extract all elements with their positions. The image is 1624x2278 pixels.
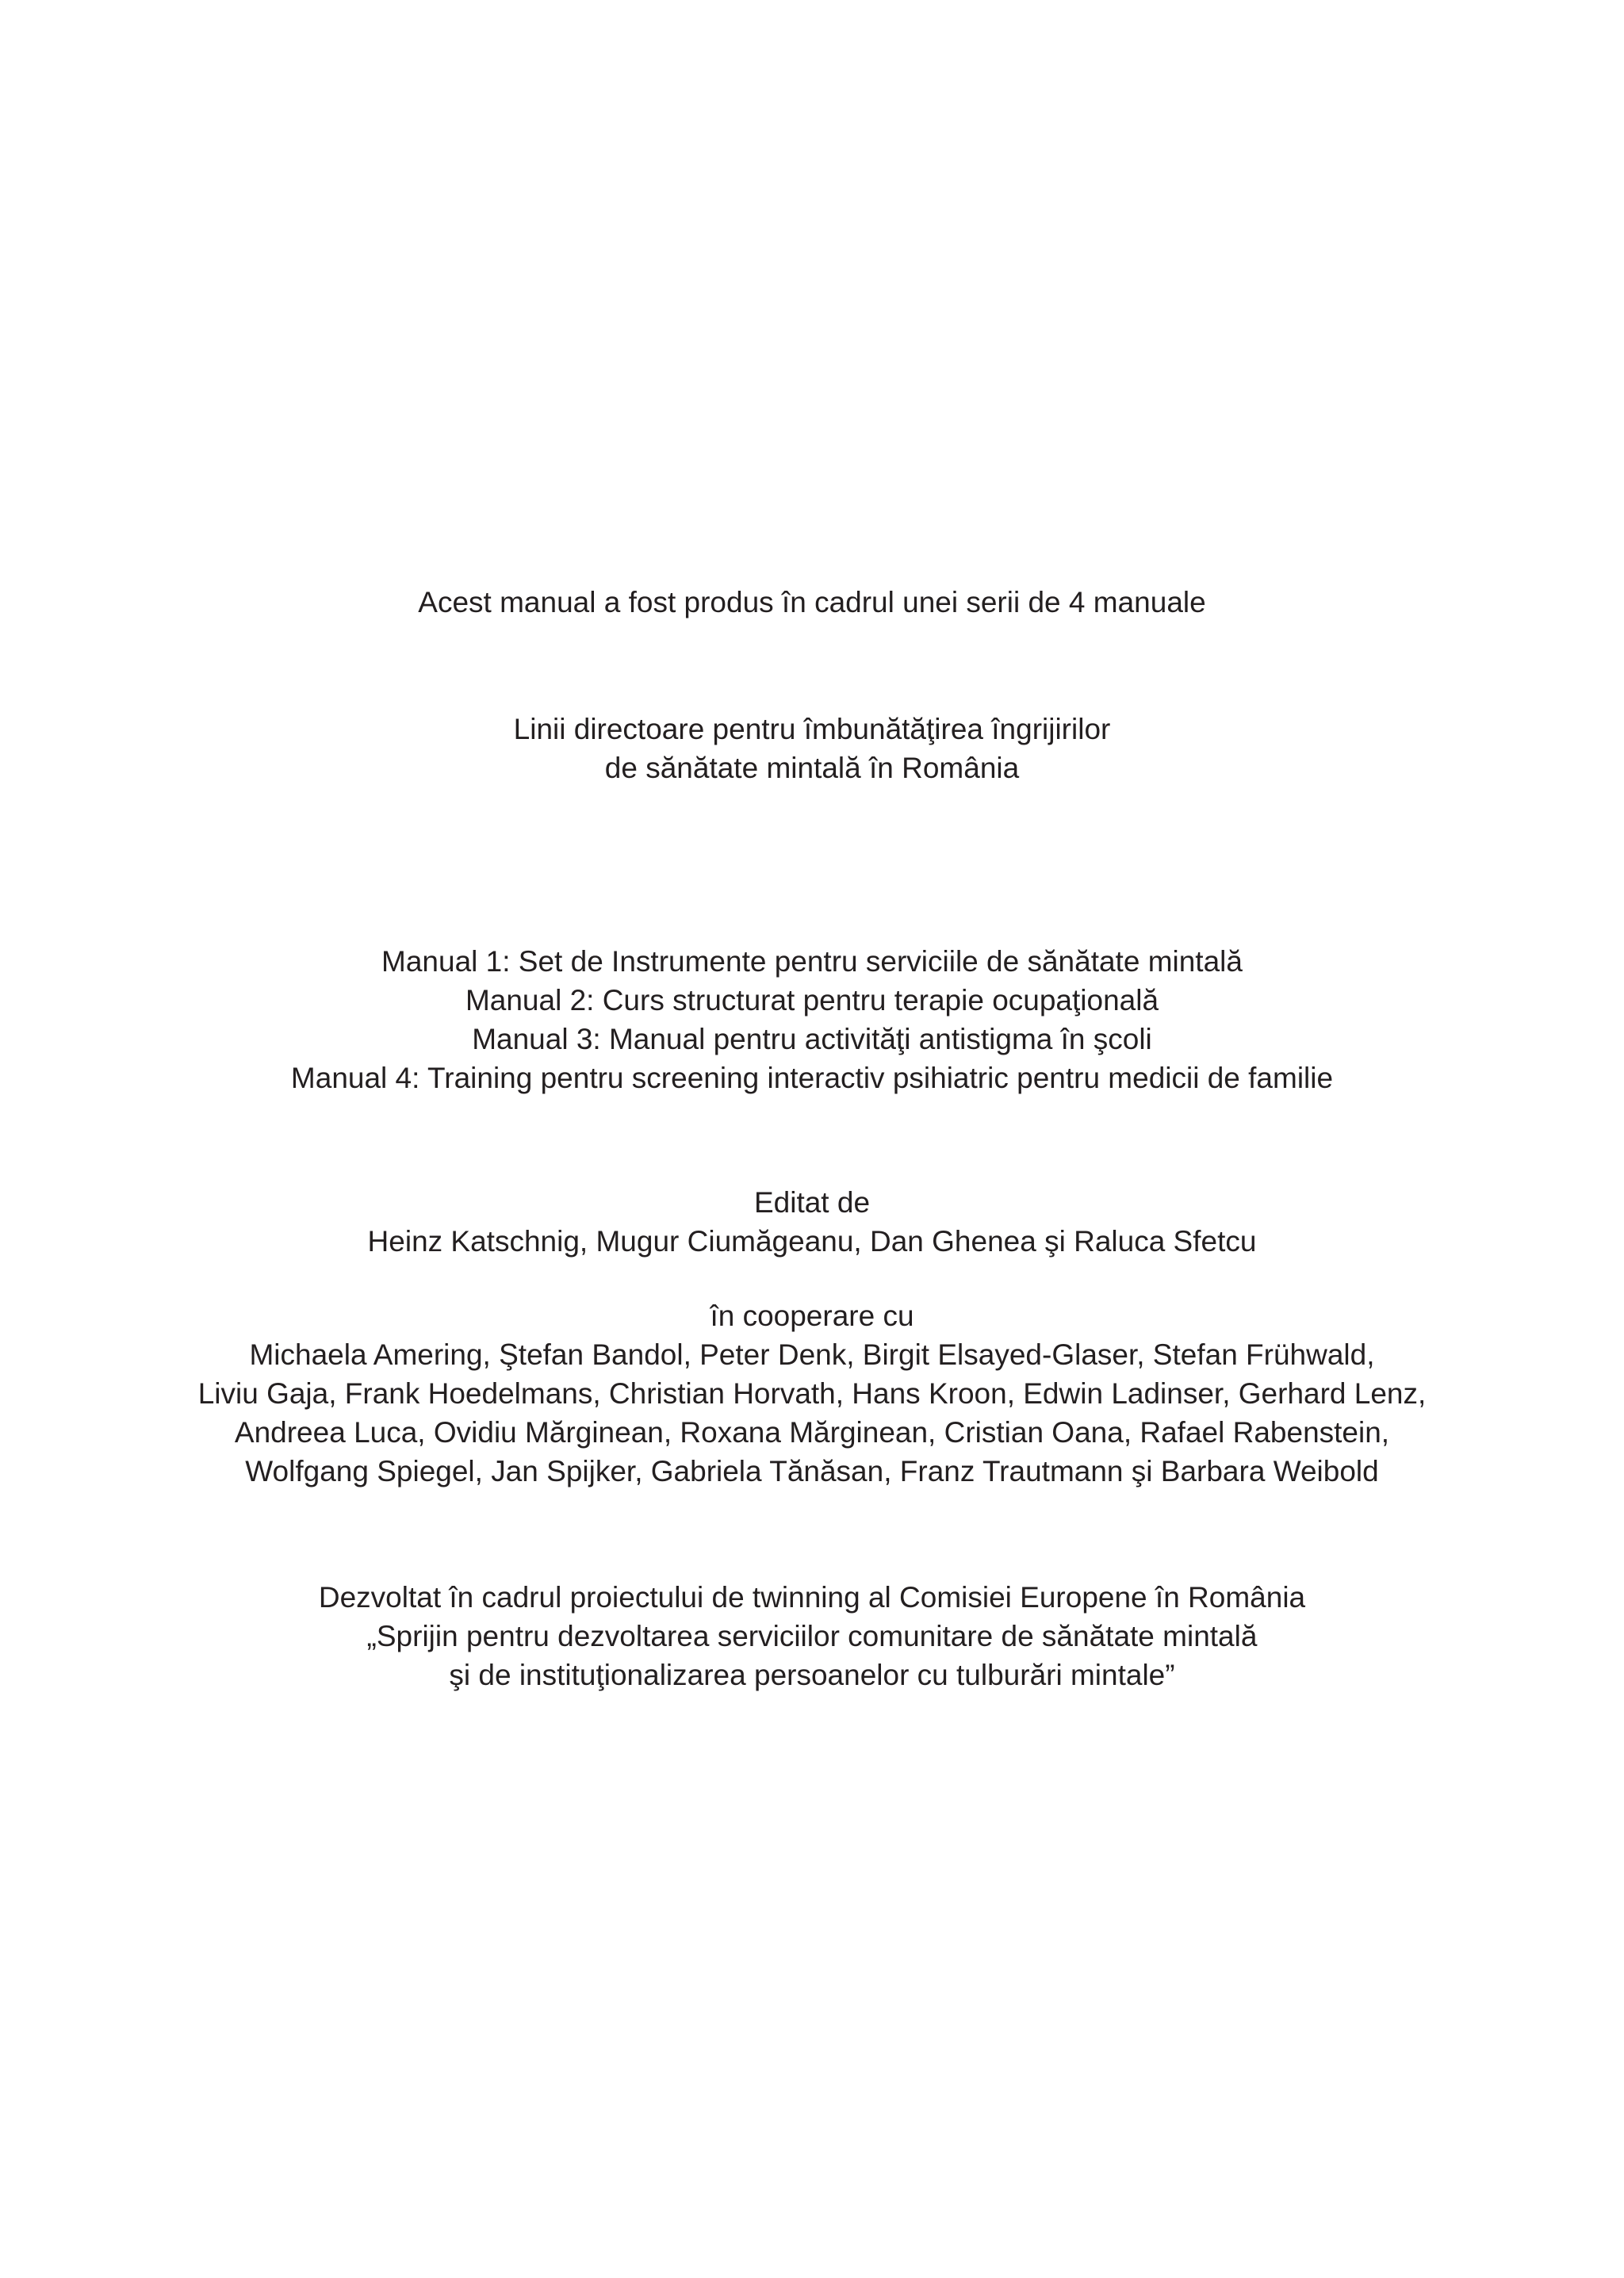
cooperation-names-line: Liviu Gaja, Frank Hoedelmans, Christian Horvath, Hans Kroon, Edwin Ladinser, Gerhard Lenz,	[197, 1377, 1427, 1410]
development-line: Dezvoltat în cadrul proiectului de twinning al Comisiei Europene în România	[318, 1581, 1306, 1614]
series-intro: Acest manual a fost produs în cadrul unei serii de 4 manuale	[418, 586, 1206, 618]
document-title	[0, 710, 1624, 787]
editors-section	[0, 1183, 1624, 1261]
cooperation-names-line: Wolfgang Spiegel, Jan Spijker, Gabriela Tănăsan, Franz Trautmann şi Barbara Weibold	[245, 1455, 1379, 1487]
development-line: şi de instituţionalizarea persoanelor cu tulburări mintale”	[449, 1659, 1175, 1691]
title-line-1: Linii directoare pentru îmbunătăţirea îngrijirilor	[513, 713, 1111, 745]
cooperation-names-line: Andreea Luca, Ovidiu Mărginean, Roxana Mărginean, Cristian Oana, Rafael Rabenstein,	[234, 1416, 1390, 1449]
editors-label: Editat de	[753, 1186, 871, 1219]
manual-item: Manual 2: Curs structurat pentru terapie ocupaţională	[465, 984, 1159, 1016]
manual-item: Manual 3: Manual pentru activităţi antistigma în şcoli	[472, 1023, 1152, 1055]
title-line-2: de sănătate mintală în România	[604, 752, 1020, 784]
manual-item: Manual 1: Set de Instrumente pentru serviciile de sănătate mintală	[381, 945, 1243, 978]
cooperation-names-line: Michaela Amering, Ştefan Bandol, Peter Denk, Birgit Elsayed-Glaser, Stefan Frühwald,	[249, 1338, 1375, 1371]
manual-item: Manual 4: Training pentru screening interactiv psihiatric pentru medicii de familie	[290, 1062, 1334, 1094]
manuals-list	[0, 942, 1624, 1097]
cooperation-section	[0, 1296, 1624, 1491]
development-line: „Sprijin pentru dezvoltarea serviciilor comunitare de sănătate mintală	[366, 1620, 1258, 1652]
editors-names: Heinz Katschnig, Mugur Ciumăgeanu, Dan Ghenea şi Raluca Sfetcu	[367, 1225, 1257, 1258]
cooperation-label: în cooperare cu	[710, 1300, 914, 1332]
development-section	[0, 1578, 1624, 1694]
